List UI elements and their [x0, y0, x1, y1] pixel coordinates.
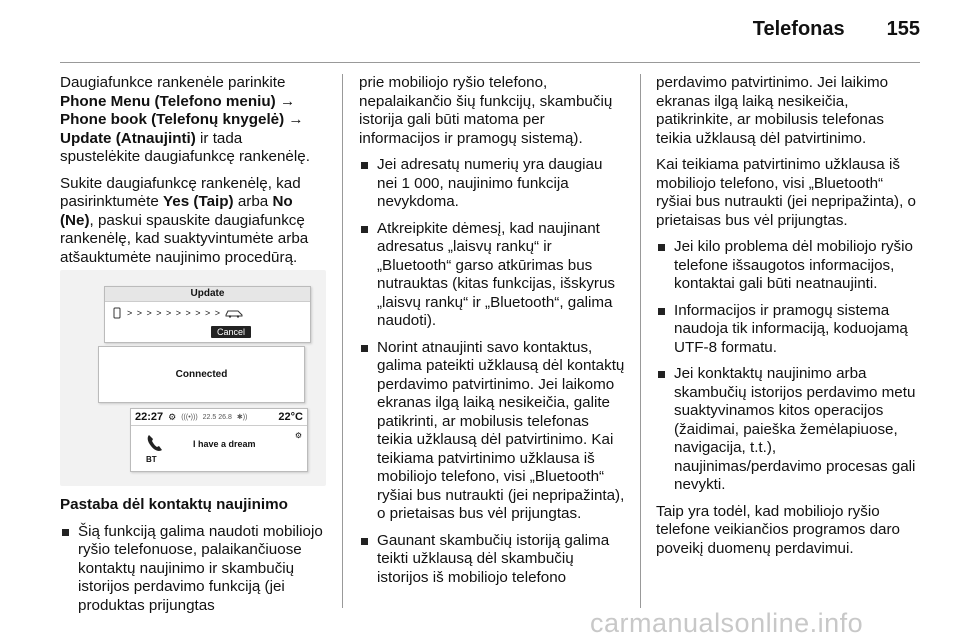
- continued-text: perdavimo patvirtinimo. Jei laikimo ekranas ilgą laiką nesikeičia, patikrinkite, ar mobilusis telefonas teikia užklausą dėl patvirtinimo.: [656, 74, 889, 147]
- phone-hand-icon: [111, 307, 123, 319]
- text: Sukite daugiafunkcę rankenėlę, kad pasirinktumėte: [60, 174, 301, 210]
- connected-text: Connected: [175, 369, 228, 380]
- option-yes: Yes (Taip): [162, 193, 234, 210]
- phone-handset-icon: [145, 433, 165, 453]
- car-icon: [225, 308, 243, 318]
- update-screen-title: Update: [105, 287, 310, 302]
- column-1: [60, 74, 326, 275]
- header-divider: [60, 62, 920, 63]
- status-temperature: 22°C: [278, 411, 303, 423]
- menu-phone-menu: Phone Menu (Telefono meniu): [60, 92, 276, 110]
- text: , paskui spauskite daugiafunkcę rankenėlę, kad suaktyvintumėte arba atšauktumėte naujinimo procedūrą.: [60, 211, 309, 266]
- paragraph-update-steps: [60, 74, 326, 167]
- arrow: →: [284, 111, 304, 128]
- text: arba: [233, 193, 273, 210]
- status-signal: (((•))): [181, 413, 198, 421]
- cancel-button[interactable]: Cancel: [211, 326, 251, 338]
- list-item: Informacijos ir pramogų sistema naudoja tik informaciją, koduojamą UTF-8 formatu.: [656, 302, 922, 358]
- gear-icon: ⚙: [294, 431, 302, 440]
- paragraph-confirm: [60, 175, 326, 268]
- column-2: [359, 74, 625, 595]
- status-time: 22:27: [135, 411, 164, 423]
- continued-text-3: Taip yra todėl, kad mobiliojo ryšio telefone veikiančios programos daro poveikį duomenų perdavimui.: [656, 502, 900, 557]
- section-title: Telefonas: [752, 18, 845, 40]
- continued-text: prie mobiliojo ryšio telefono, nepalaikančio šių funkcijų, skambučių istorija gali būti matoma per informacijos ir pramogų sistemą).: [359, 74, 613, 147]
- list-item: Norint atnaujinti savo kontaktus, galima pateikti užklausą dėl kontaktų perdavimo patvirtinimo. Jei laikomo ekranas ilgą laiką nesikeičia, galite patikrinti, ar mobilusis telefonas teikia užklausą dėl patvirtinimo. Kai teikiama patvirtinimo užklausa iš mobiliojo telefono, visi „Bluetooth“ ryšiai bus nutraukti (jei nepripažinta), o prietaisas bus vėl prijungtas.: [359, 339, 625, 524]
- note-title: Pastaba dėl kontaktų naujinimo: [60, 496, 288, 513]
- arrow: →: [275, 92, 296, 110]
- continued-text-2: Kai teikiama patvirtinimo užklausa iš mobiliojo telefono, visi „Bluetooth“ ryšiai bus nutraukti (jei nepripažinta), o prietaisas bus vėl prijungtas.: [656, 156, 916, 229]
- bullet-list: [656, 238, 922, 495]
- status-bluetooth: ✱)): [236, 414, 248, 421]
- bt-label: BT: [146, 455, 157, 464]
- settings-icon: ⚙: [168, 411, 177, 422]
- status-bar: [131, 409, 307, 426]
- status-values: 22.5 26.8: [202, 413, 232, 421]
- progress-arrows: > > > > > > > > > >: [127, 308, 222, 318]
- page-number: 155: [886, 18, 920, 40]
- connected-screen: [98, 346, 305, 403]
- list-item: Atkreipkite dėmesį, kad naujinant adresatus „laisvų rankų“ ir „Bluetooth“ garso atkūrimas bus nutrauktas (kitas funkcijas, išskyrus „laisvų rankų“ ir „Bluetooth“, galima naudoti).: [359, 220, 625, 331]
- list-item: Jei konktaktų naujinimo arba skambučių istorijos perdavimo metu suaktyvinamos kitos operacijos (žaidimai, paieška žemėlapiuose, navigacija, t.t.), naujinimas/perdavimo procesas gali nevykti.: [656, 365, 922, 495]
- list-item: Jei adresatų numerių yra daugiau nei 1 000, naujinimo funkcija nevykdoma.: [359, 156, 625, 212]
- watermark: carmanualsonline.info: [590, 608, 864, 638]
- option-no: No (Ne): [60, 193, 293, 229]
- update-screens-figure: [60, 270, 326, 486]
- note-bullets: [60, 523, 326, 616]
- text: ir tada spustelėkite daugiafunkcę rankenėlę.: [60, 129, 310, 165]
- update-screen: [104, 286, 311, 343]
- text: Daugiafunkce rankenėle parinkite: [60, 74, 286, 91]
- column-divider-1: [342, 74, 343, 608]
- update-progress: [111, 307, 243, 319]
- menu-update: Update (Atnaujinti): [60, 129, 196, 147]
- page-header: [753, 18, 920, 48]
- bullet-list: [359, 156, 625, 587]
- column-3: [656, 74, 922, 566]
- list-item: Šią funkciją galima naudoti mobiliojo ryšio telefonuose, palaikančiuose kontaktų naujinimo ir skambučių istorijos perdavimo funkciją (jei produktas prijungtas: [60, 523, 326, 616]
- song-title: I have a dream: [193, 439, 256, 449]
- list-item: Jei kilo problema dėl mobiliojo ryšio telefone išsaugotos informacijos, kontaktai gali būti neatnaujinti.: [656, 238, 922, 294]
- column-divider-2: [640, 74, 641, 608]
- menu-phone-book: Phone book (Telefonų knygelė): [60, 111, 285, 128]
- now-playing-screen: [130, 408, 308, 472]
- note-section: [60, 496, 326, 623]
- list-item: Gaunant skambučių istoriją galima teikti užklausą dėl skambučių istorijos iš mobiliojo telefono: [359, 532, 625, 588]
